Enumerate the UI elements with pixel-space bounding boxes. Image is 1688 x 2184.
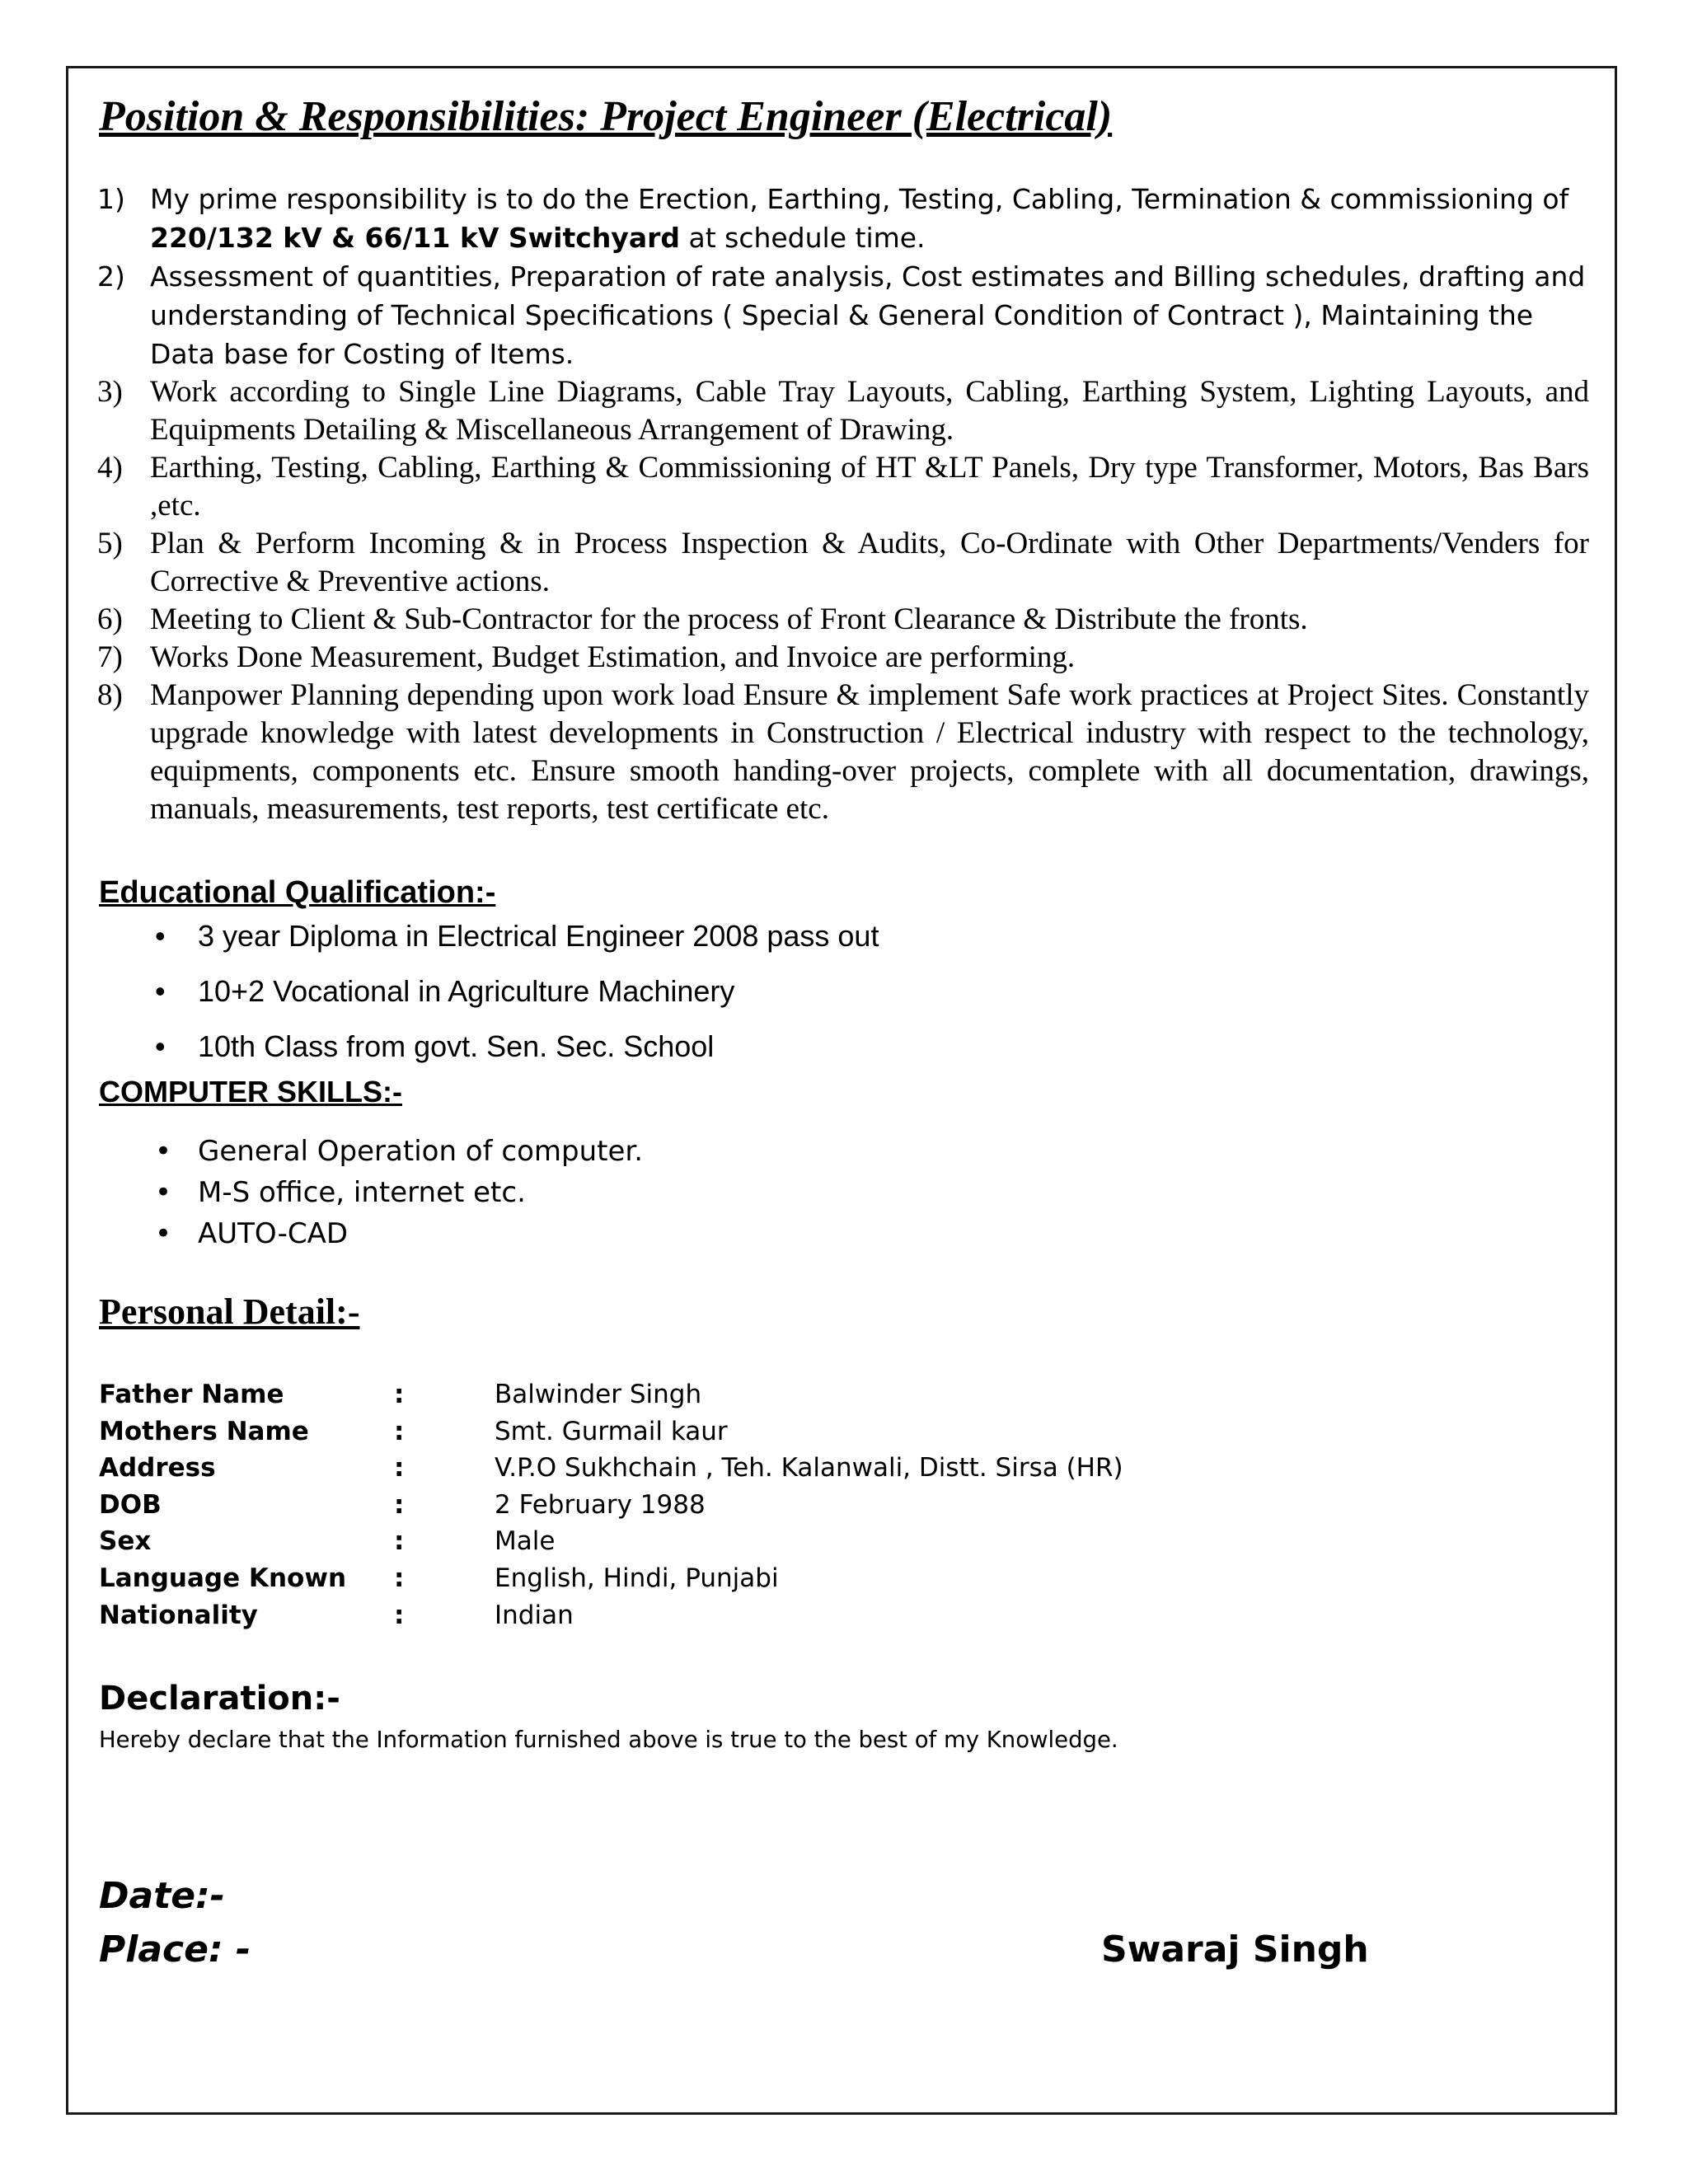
bullet-icon: • (155, 1217, 172, 1250)
bullet-icon: • (155, 1135, 172, 1168)
detail-value: Smt. Gurmail kaur (495, 1416, 728, 1446)
list-item (97, 1172, 643, 1213)
item-number: 7) (97, 640, 123, 674)
item-number: 2) (97, 260, 125, 293)
detail-row (99, 1450, 1253, 1487)
detail-separator: : (394, 1489, 405, 1520)
detail-separator: : (394, 1600, 405, 1630)
personal-detail-heading: Personal Detail:- (99, 1291, 360, 1332)
item-text: 3 year Diploma in Electrical Engineer 2008 pass out (198, 919, 879, 953)
item-text: M-S office, internet etc. (198, 1176, 526, 1209)
detail-row (99, 1487, 1253, 1524)
item-text-start: My prime responsibility is to do the Erection, Earthing, Testing, Cabling, Termination & commissioning of (150, 183, 1569, 215)
signatory-name: Swaraj Singh (1101, 1929, 1369, 1971)
detail-value: 2 February 1988 (495, 1489, 706, 1520)
list-item (97, 449, 1589, 525)
position-title: Position & Responsibilities: Project Engineer (Electrical) (99, 93, 1113, 140)
detail-value: Balwinder Singh (495, 1380, 702, 1409)
list-item (97, 677, 1589, 828)
detail-row (99, 1376, 1253, 1413)
list-item (97, 373, 1589, 449)
list-item (97, 968, 879, 1024)
personal-detail-table (99, 1376, 1253, 1633)
list-item (97, 180, 1589, 257)
item-text: 10+2 Vocational in Agriculture Machinery (198, 974, 735, 1008)
detail-label: Sex (99, 1526, 152, 1557)
item-number: 1) (97, 183, 125, 215)
detail-row (99, 1523, 1253, 1560)
education-heading: Educational Qualification:- (99, 875, 496, 910)
item-text-bold: 220/132 kV & 66/11 kV Switchyard (150, 222, 680, 254)
place-label: Place: - (99, 1929, 251, 1971)
responsibilities-list (97, 180, 1589, 828)
item-number: 3) (97, 375, 123, 409)
item-text: Work according to Single Line Diagrams, Cable Tray Layouts, Cabling, Earthing System, Lighting Layouts, and Equipments Detailing & Miscellaneous Arrangement of Drawing. (150, 375, 1589, 447)
list-item (97, 913, 879, 968)
detail-separator: : (394, 1526, 405, 1557)
item-text: Assessment of quantities, Preparation of rate analysis, Cost estimates and Billing schedules, drafting and understanding of Technical Specifications ( Special & General Condition of Contract ), Maintaining the Data base for Costing of Items. (150, 260, 1586, 370)
item-text: Meeting to Client & Sub-Contractor for the process of Front Clearance & Distribute the fronts. (150, 602, 1308, 636)
item-text: 10th Class from govt. Sen. Sec. School (198, 1029, 715, 1063)
detail-separator: : (394, 1563, 405, 1593)
detail-separator: : (394, 1416, 405, 1446)
date-label: Date:- (99, 1875, 225, 1917)
item-text: Plan & Perform Incoming & in Process Inspection & Audits, Co-Ordinate with Other Departments/Venders for Corrective & Preventive actions. (150, 527, 1589, 598)
bullet-icon: • (155, 919, 166, 953)
computer-skills-heading: COMPUTER SKILLS:- (99, 1075, 402, 1108)
detail-separator: : (394, 1380, 405, 1409)
detail-separator: : (394, 1453, 405, 1483)
list-item (97, 257, 1589, 373)
item-text (150, 180, 1589, 257)
detail-row (99, 1597, 1253, 1634)
item-number: 8) (97, 678, 123, 712)
education-list (97, 913, 879, 1079)
detail-value: V.P.O Sukhchain , Teh. Kalanwali, Distt. Sirsa (HR) (495, 1453, 1123, 1483)
detail-label: DOB (99, 1489, 162, 1520)
item-number: 4) (97, 451, 123, 485)
item-text: General Operation of computer. (198, 1135, 644, 1168)
detail-value: English, Hindi, Punjabi (495, 1563, 779, 1593)
list-item (97, 1213, 643, 1254)
detail-value: Male (495, 1526, 556, 1557)
item-text: Works Done Measurement, Budget Estimation, and Invoice are performing. (150, 640, 1076, 674)
detail-label: Mothers Name (99, 1416, 309, 1446)
detail-row (99, 1413, 1253, 1451)
item-text-end: at schedule time. (679, 222, 926, 254)
item-number: 6) (97, 602, 123, 636)
list-item (97, 1024, 879, 1079)
computer-skills-list (97, 1131, 643, 1254)
declaration-heading: Declaration:- (99, 1680, 340, 1718)
declaration-text: Hereby declare that the Information furnished above is true to the best of my Knowledge. (99, 1727, 1118, 1753)
detail-value: Indian (495, 1600, 574, 1630)
list-item (97, 1131, 643, 1172)
list-item (97, 601, 1589, 639)
detail-label: Address (99, 1453, 216, 1483)
item-number: 5) (97, 527, 123, 560)
detail-label: Father Name (99, 1380, 284, 1409)
bullet-icon: • (155, 1176, 172, 1209)
item-text: Manpower Planning depending upon work load Ensure & implement Safe work practices at Project Sites. Constantly upgrade knowledge with latest developments in Construction / Electrical industry with respect to the technology, equipments, components etc. Ensure smooth handing-over projects, complete with all documentation, drawings, manuals, measurements, test reports, test certificate etc. (150, 678, 1589, 826)
list-item (97, 639, 1589, 677)
bullet-icon: • (155, 1029, 166, 1063)
detail-label: Nationality (99, 1600, 258, 1630)
detail-row (99, 1560, 1253, 1597)
bullet-icon: • (155, 974, 166, 1008)
item-text: Earthing, Testing, Cabling, Earthing & Commissioning of HT &LT Panels, Dry type Transformer, Motors, Bas Bars ,etc. (150, 451, 1589, 523)
detail-label: Language Known (99, 1563, 347, 1593)
item-text: AUTO-CAD (198, 1217, 349, 1250)
list-item (97, 525, 1589, 601)
